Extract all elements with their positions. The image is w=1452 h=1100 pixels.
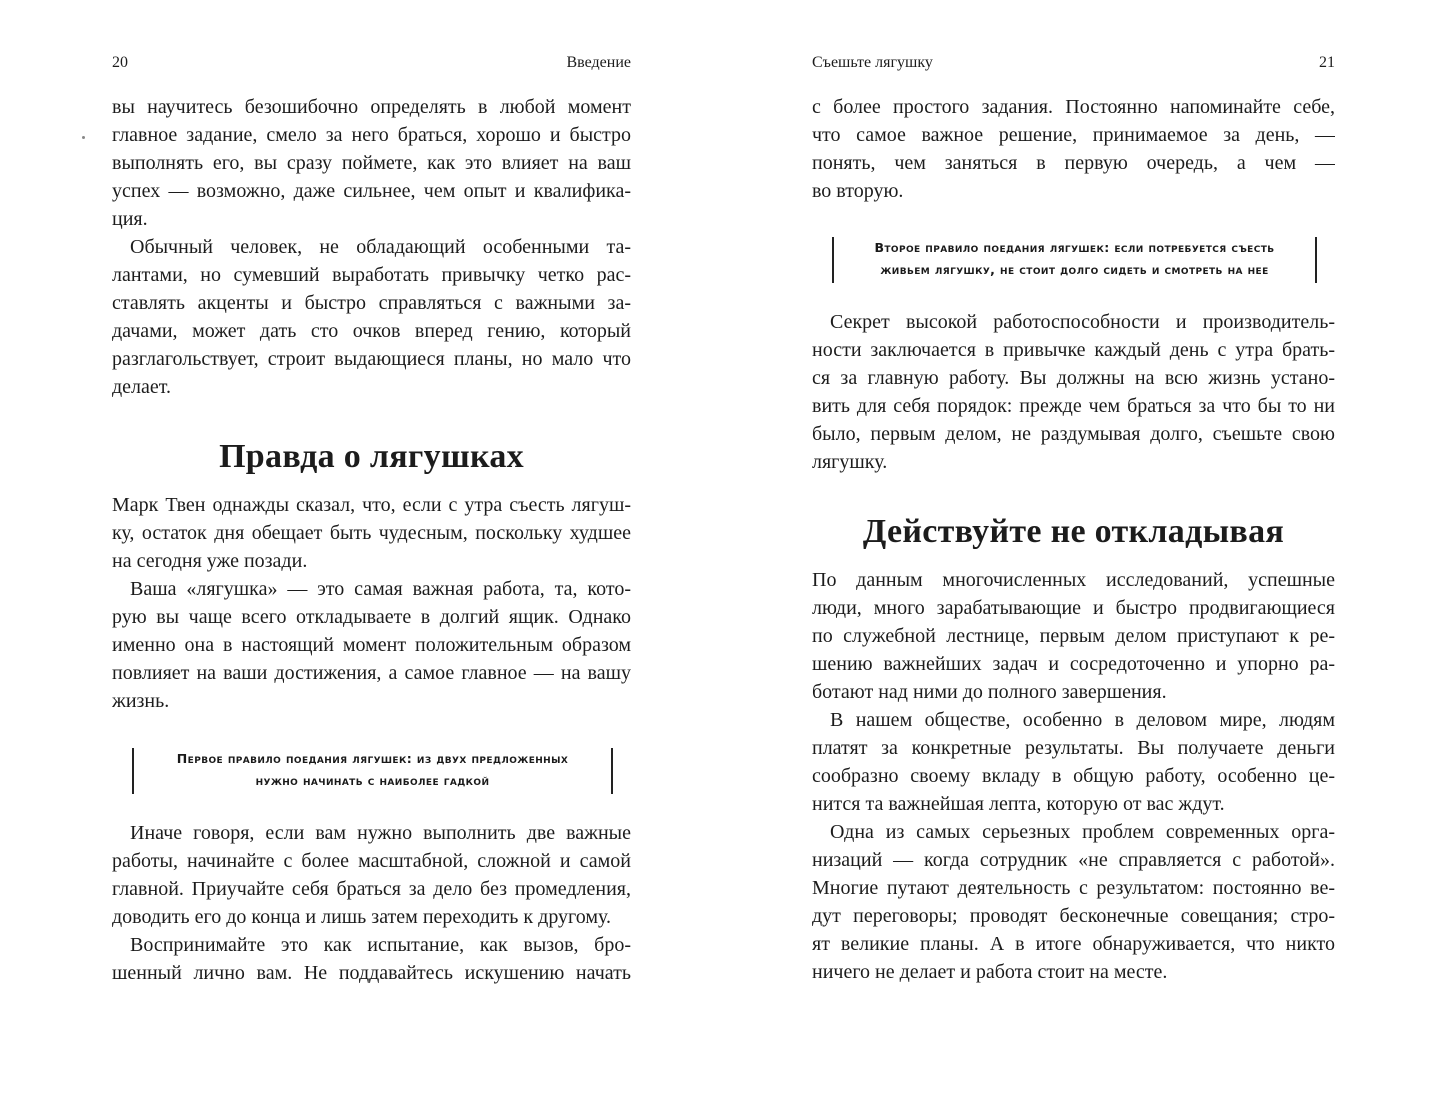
left-running-head	[112, 50, 631, 76]
text-line: шению важнейших задач и сосредоточенно и упорно ра-	[812, 653, 1335, 675]
text-line: во вторую.	[812, 180, 904, 202]
text-line: нится та важнейшая лепта, которую от вас ждут.	[812, 793, 1225, 815]
right-text-block-1	[812, 93, 1335, 205]
rule-line: Первое правило поедания лягушек: из двух предложенных	[176, 751, 569, 766]
rule-callout	[132, 748, 613, 794]
right-text-block-3	[812, 566, 1335, 986]
right-page	[812, 0, 1335, 1100]
text-line: шенный лично вам. Не поддавайтесь искушению начать	[112, 962, 631, 984]
text-line: что самое важное решение, принимаемое за день, —	[812, 124, 1335, 146]
rule-line: живьем лягушку, не стоит долго сидеть и смотреть на нее	[880, 262, 1269, 277]
scan-speck	[82, 136, 85, 139]
text-line: Обычный человек, не обладающий особенными та-	[130, 236, 631, 258]
text-line: на сегодня уже позади.	[112, 550, 308, 572]
text-line: По данным многочисленных исследований, успешные	[812, 569, 1335, 591]
text-line: Секрет высокой работоспособности и производитель-	[830, 311, 1335, 333]
page-number: 21	[1319, 54, 1335, 71]
text-line: В нашем обществе, особенно в деловом мире, людям	[830, 709, 1335, 731]
left-text-block-3	[112, 819, 631, 987]
text-line: люди, много зарабатывающие и быстро продвигающиеся	[812, 597, 1335, 619]
text-line: доводить его до конца и лишь затем переходить к другому.	[112, 906, 612, 928]
text-line: дут переговоры; проводят бесконечные совещания; стро-	[812, 905, 1335, 927]
text-line: Одна из самых серьезных проблем современных орга-	[830, 821, 1335, 843]
running-title: Съешьте лягушку	[812, 54, 933, 71]
text-line: с более простого задания. Постоянно напоминайте себе,	[812, 96, 1335, 118]
text-line: ставлять акценты и быстро справляться с важными за-	[112, 292, 631, 314]
text-line: делает.	[112, 376, 172, 398]
text-line: дачами, может дать сто очков вперед гению, который	[112, 320, 631, 342]
text-line: по служебной лестнице, первым делом приступают к ре-	[812, 625, 1335, 647]
text-line: низаций — когда сотрудник «не справляется с работой».	[812, 849, 1335, 871]
text-line: Многие путают деятельность с результатом: постоянно ве-	[812, 877, 1335, 899]
text-line: ция.	[112, 208, 148, 230]
text-line: жизнь.	[112, 690, 170, 712]
left-text-block-2	[112, 491, 631, 715]
running-title: Введение	[566, 54, 631, 71]
text-line: ят великие планы. А в итоге обнаруживается, что никто	[812, 933, 1335, 955]
rule-callout	[832, 237, 1317, 283]
text-line: именно она в настоящий момент положительным образом	[112, 634, 631, 656]
right-text-block-2	[812, 308, 1335, 476]
left-page	[112, 0, 631, 1100]
text-line: ничего не делает и работа стоит на месте.	[812, 961, 1168, 983]
right-running-head	[812, 50, 1335, 76]
text-line: лягушку.	[812, 451, 888, 473]
text-line: Марк Твен однажды сказал, что, если с утра съесть лягуш-	[112, 494, 631, 516]
page-number: 20	[112, 54, 128, 71]
text-line: главное задание, смело за него браться, хорошо и быстро	[112, 124, 631, 146]
text-line: вы научитесь безошибочно определять в любой момент	[112, 96, 631, 118]
text-line: сообразно своему вкладу в общую работу, особенно це-	[812, 765, 1335, 787]
text-line: ся за главную работу. Вы должны на всю жизнь устано-	[812, 367, 1335, 389]
text-line: разглагольствует, строит выдающиеся планы, но мало что	[112, 348, 631, 370]
text-line: было, первым делом, не раздумывая долго, съешьте свою	[812, 423, 1335, 445]
text-line: работы, начинайте с более масштабной, сложной и самой	[112, 850, 631, 872]
left-text-block-1	[112, 93, 631, 401]
section-heading: Действуйте не откладывая	[862, 513, 1285, 550]
text-line: рую вы чаще всего откладываете в долгий ящик. Однако	[112, 606, 631, 628]
rule-line: нужно начинать с наиболее гадкой	[255, 773, 490, 788]
section-heading: Правда о лягушках	[219, 438, 524, 475]
text-line: выполнять его, вы сразу поймете, как это влияет на ваш	[112, 152, 631, 174]
text-line: ку, остаток дня обещает быть чудесным, поскольку худшее	[112, 522, 631, 544]
rule-line: Второе правило поедания лягушек: если потребуется съесть	[874, 240, 1275, 255]
text-line: вить для себя порядок: прежде чем браться за что бы то ни	[812, 395, 1335, 417]
text-line: Воспринимайте это как испытание, как вызов, бро-	[130, 934, 631, 956]
text-line: ботают над ними до полного завершения.	[812, 681, 1167, 703]
text-line: понять, чем заняться в первую очередь, а чем —	[812, 152, 1335, 174]
text-line: главной. Приучайте себя браться за дело без промедления,	[112, 878, 631, 900]
text-line: лантами, но сумевший выработать привычку четко рас-	[112, 264, 631, 286]
text-line: ности заключается в привычке каждый день с утра брать-	[812, 339, 1335, 361]
text-line: успех — возможно, даже сильнее, чем опыт и квалифика-	[112, 180, 631, 202]
text-line: Иначе говоря, если вам нужно выполнить две важные	[130, 822, 631, 844]
text-line: Ваша «лягушка» — это самая важная работа, та, кото-	[130, 578, 631, 600]
text-line: повлияет на ваши достижения, а самое главное — на вашу	[112, 662, 631, 684]
text-line: платят за конкретные результаты. Вы получаете деньги	[812, 737, 1335, 759]
